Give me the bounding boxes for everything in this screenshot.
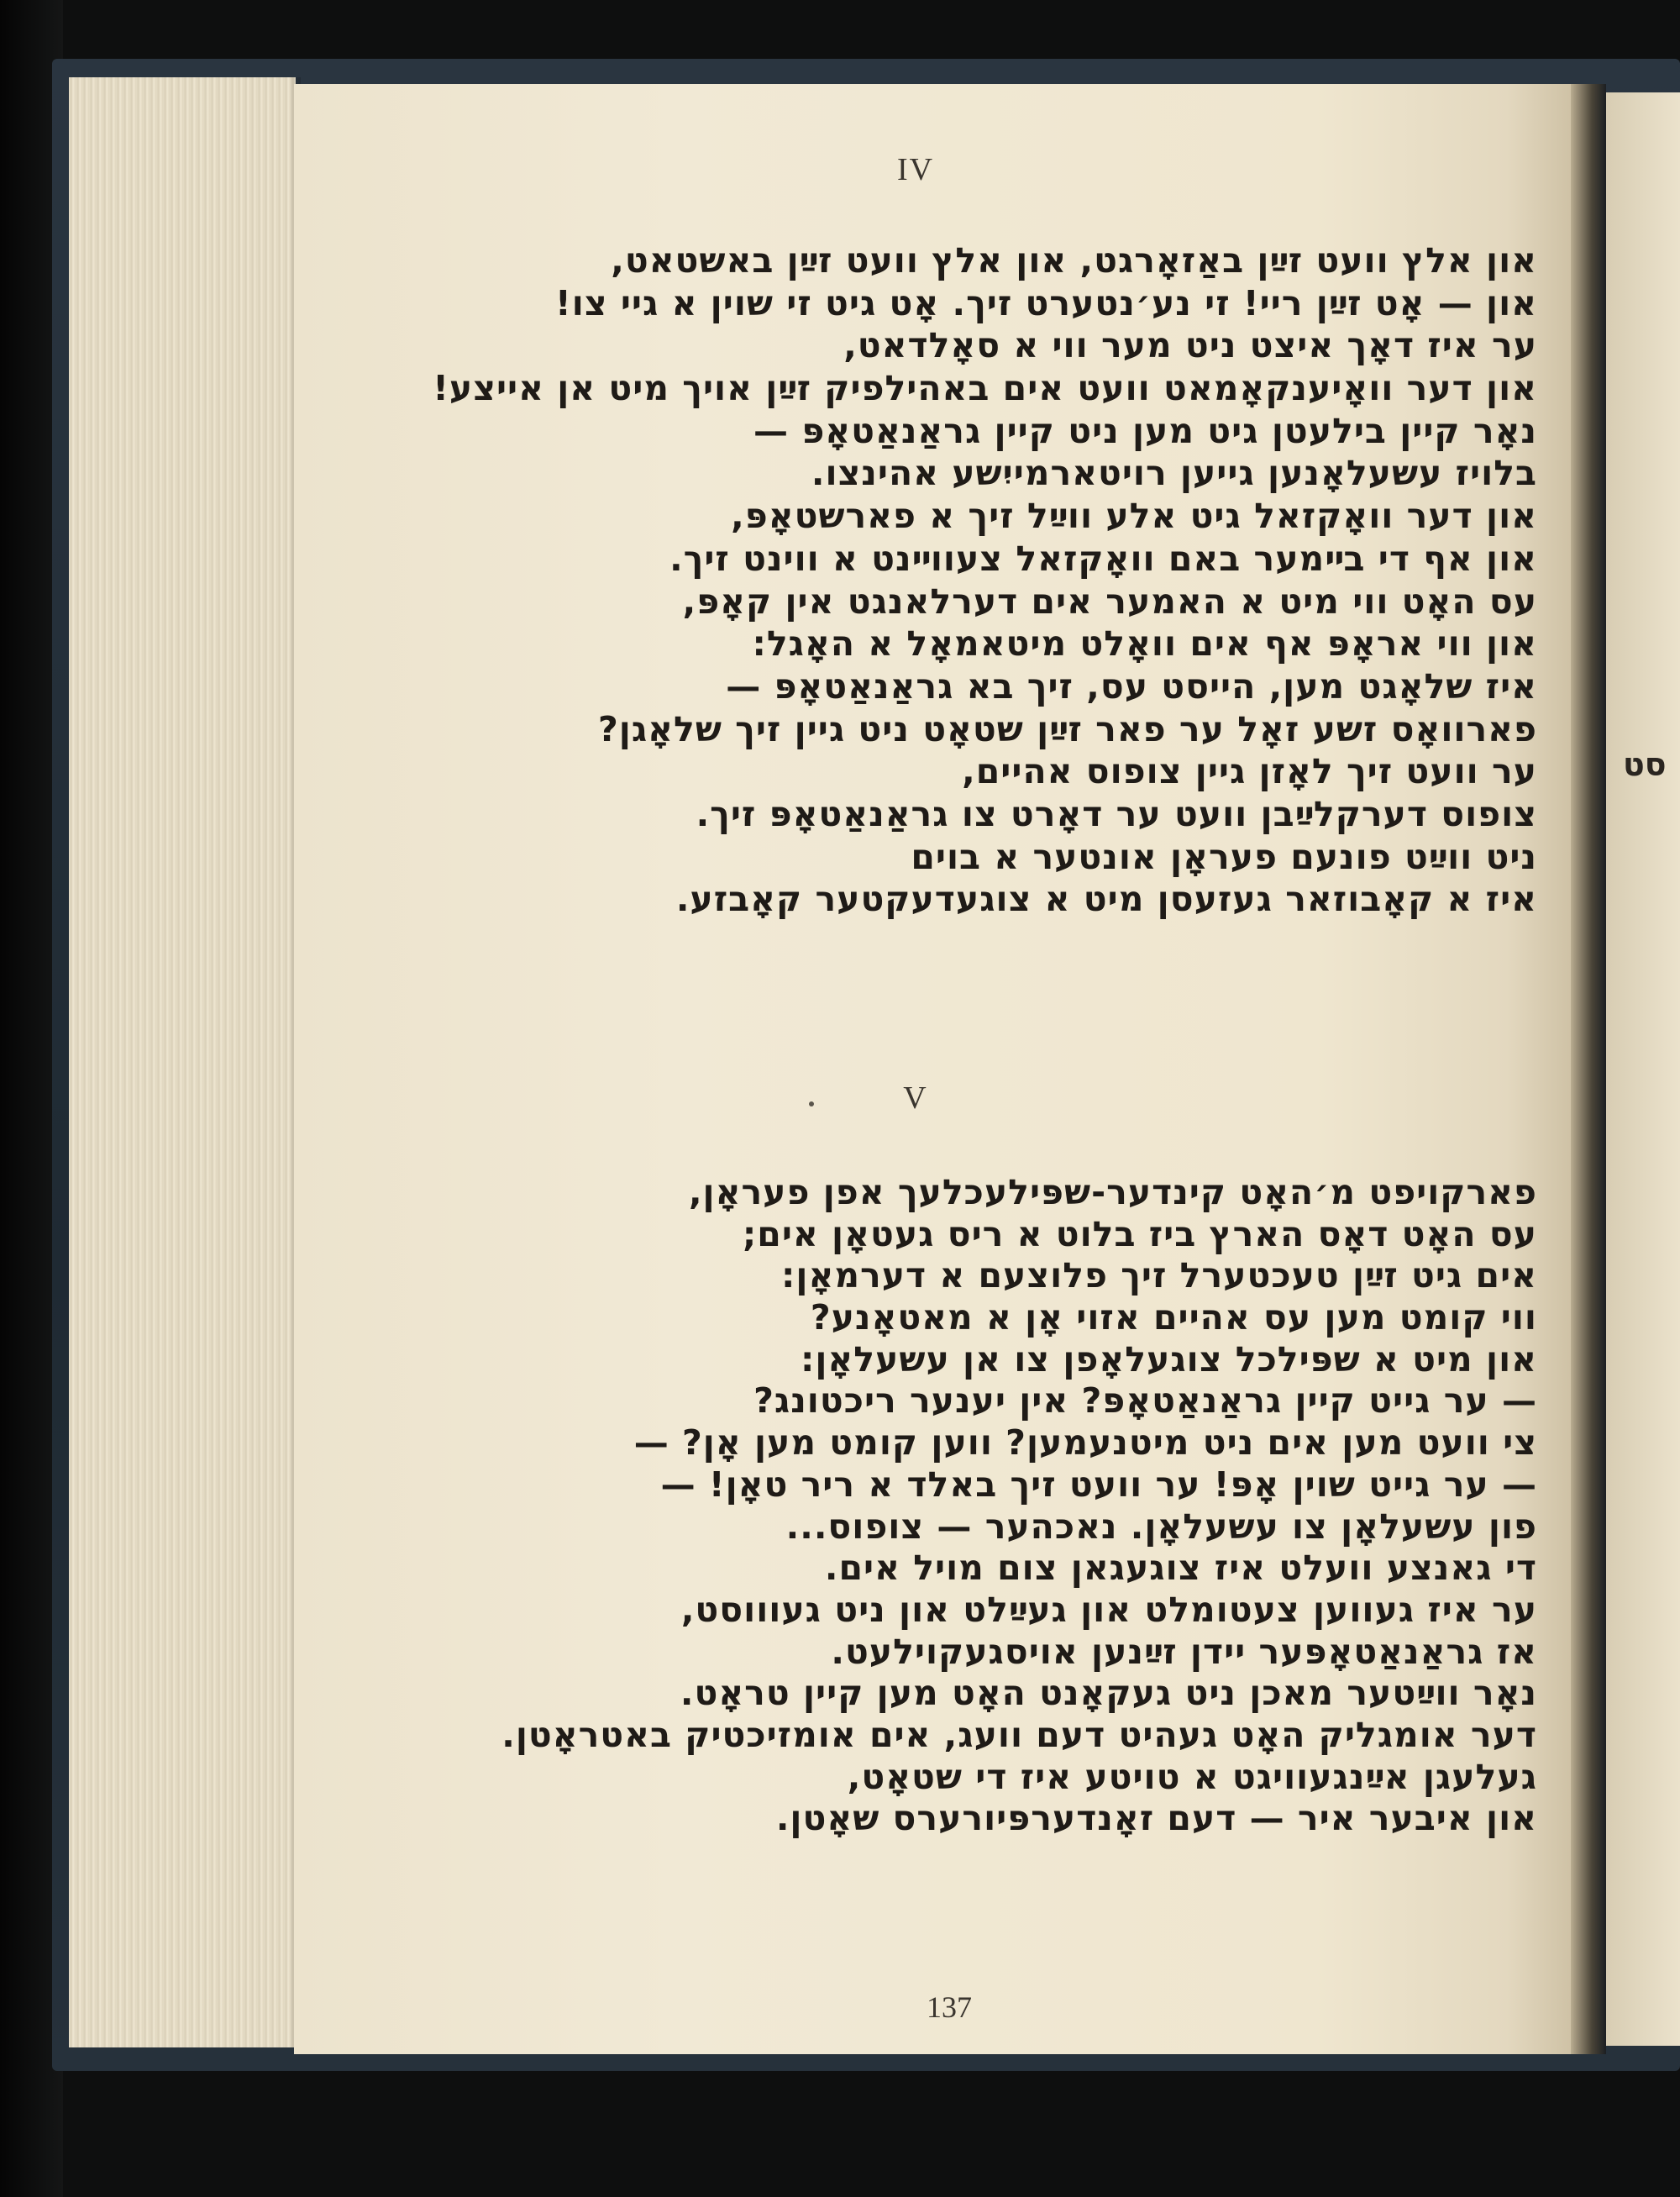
poem-line: — ער גייט קיין גראַנאַטאָפּ? אין יענער ריכטונג? <box>753 1380 1537 1422</box>
poem-line: די גאנצע וועלט איז צוגעגאן צום מויל אים. <box>824 1548 1537 1589</box>
poem-line: נאָר קיין בילעטן גיט מען ניט קיין גראַנאַטאָפּ — <box>753 410 1537 451</box>
poem-line: און ווי אראָפּ אף אים וואָלט מיטאמאָל א האָגל: <box>752 623 1537 665</box>
poem-line: דער אומגליק האָט געהיט דעם וועג, אים אומזיכטיק באטראָטן. <box>501 1714 1537 1755</box>
poem-line: און איבער איר — דעם זאָנדערפּיורערס שאָטן. <box>775 1798 1537 1839</box>
poem-line: פון עשעלאָן צו עשעלאָן. נאכהער — צופוס... <box>785 1506 1537 1547</box>
poem-line: — ער גייט שוין אָפּ! ער וועט זיך באלד א ריר טאָן! — <box>660 1464 1537 1505</box>
poem-line: צופוס דערקלײַבן וועט ער דאָרט צו גראַנאַטאָפּ זיך. <box>696 793 1537 834</box>
page-edges <box>69 77 296 2047</box>
poem-line: צי וועט מען אים ניט מיטנעמען? ווען קומט מען אָן? — <box>633 1422 1537 1464</box>
poem-line: עס האָט ווי מיט א האמער אים דערלאנגט אין קאָפּ, <box>682 581 1537 622</box>
poem-line: געלעגן אײַנגעוויגט א טויטע איז די שטאָט, <box>847 1756 1537 1797</box>
poem-line: איז א קאָבוזאר געזעסן מיט א צוגעדעקטער קאָבזע. <box>675 879 1537 920</box>
poem-line: אז גראַנאַטאָפּער יידן זײַנען אויסגעקוילעט. <box>831 1631 1537 1672</box>
poem-line: פארוואָס זשע זאָל ער פאר זײַן שטאָט ניט גיין זיך שלאָגן? <box>597 708 1537 749</box>
book-gutter <box>1571 84 1606 2054</box>
poem-line: און דער וואָיענקאָמאט וועט אים באהילפיק זײַן אויך מיט אן אייצע! <box>433 368 1537 409</box>
poem-line: און דער וואָקזאל גיט אלע ווײַל זיך א פארשטאָפּ, <box>731 496 1537 537</box>
poem-line: נאָר ווײַטער מאכן ניט געקאָנט האָט מען קיין טראָט. <box>680 1673 1537 1714</box>
poem-line: עס האָט דאָס הארץ ביז בלוט א ריס געטאָן אים; <box>742 1213 1537 1254</box>
poem-line: און אף די בײמער באם וואָקזאל צעווײנט א ווינט זיך. <box>669 538 1537 579</box>
poem-section-v <box>437 1172 1537 1840</box>
poem-line: ניט ווײַט פונעם פעראָן אונטער א בוים <box>911 836 1537 877</box>
poem-line: און — אָט זײַן ריי! זי נע׳נטערט זיך. אָט גיט זי שוין א גיי צו! <box>555 282 1537 323</box>
poem-line: איז שלאָגט מען, הייסט עס, זיך בא גראַנאַטאָפּ — <box>726 665 1537 707</box>
poem-line: ער איז געווען צעטומלט און געײַלט און ניט געוווסט, <box>680 1589 1537 1630</box>
poem-line: און מיט א שפּילכל צוגעלאָפן צו אן עשעלאָן: <box>800 1338 1537 1380</box>
poem-line: אים גיט זײַן טעכטערל זיך פלוצעם א דערמאָן: <box>781 1255 1537 1296</box>
poem-section-iv <box>433 239 1537 921</box>
section-heading-v: V <box>903 1080 928 1116</box>
page-number: 137 <box>927 1990 972 2024</box>
poem-line: ווי קומט מען עס אהיים אזוי אָן א מאטאָנע? <box>810 1297 1537 1338</box>
page-speck <box>809 1101 814 1106</box>
poem-line: און אלץ וועט זײַן באַזאָרגט, און אלץ וועט זײַן באשטאט, <box>611 240 1537 281</box>
facing-page-text: סט <box>1623 746 1667 783</box>
poem-line: בלויז עשעלאָנען גייען רויטארמייִשע אהינצו. <box>811 453 1537 494</box>
poem-line: ער איז דאָך איצט ניט מער ווי א סאָלדאט, <box>843 325 1537 366</box>
facing-page <box>1606 92 1680 2046</box>
poem-line: פארקויפט מ׳האָט קינדער-שפּילעכלעך אפן פעראָן, <box>688 1172 1537 1212</box>
section-heading-iv: IV <box>896 152 935 187</box>
poem-line: ער וועט זיך לאָזן גיין צופוס אהיים, <box>962 751 1537 792</box>
